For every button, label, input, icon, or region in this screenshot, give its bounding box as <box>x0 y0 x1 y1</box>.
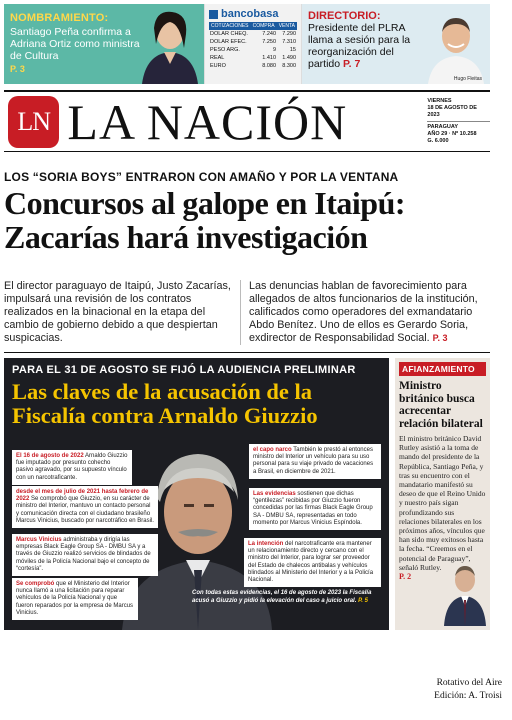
politician-photo <box>426 10 486 84</box>
bank-logo: bancobasa <box>209 8 297 20</box>
section-divider <box>4 352 490 353</box>
fact-card: La intención del narcotraficante era mantener un relacionamiento directo y cercano con el ministro del Interior, para lograr ser proveedor del Estado de chalecos antibalas y vehículos blindados al Ministerio del Interior y a la Policía Nacional. <box>244 538 381 587</box>
lead-paragraph-right: Las denuncias hablan de favorecimiento para allegados de altos funcionarios de la institución, calificados como operadores del exmandatario Abdo Benítez. Uno de ellos es Gerardo Soria, exdirector de Responsabilidad Social. P. 3 <box>240 280 490 345</box>
rate-row: REAL 1.410 1.490 <box>210 55 296 61</box>
masthead <box>4 90 490 152</box>
side-page: P. 2 <box>399 572 412 582</box>
fact-card: Marcus Vinicius administraba y dirigía las empresas Black Eagle Group SA - DMBU SA y a través de Giuzzio realizó servicios de blindados de móviles de la Policía Nacional bajo el concepto de “cortesía”. <box>12 534 158 576</box>
ln-logo[interactable]: LN <box>8 96 59 148</box>
photo-caption: Hugo Fleitas <box>453 76 482 82</box>
feature-footer: Con todas estas evidencias, el 16 de agosto de 2023 la Fiscalía acusó a Giuzzio y pidió la elevación del caso a juicio oral. P. 5 <box>192 590 372 604</box>
newspaper-name[interactable]: LA NACIÓN <box>67 93 348 150</box>
lead-page: P. 3 <box>432 333 448 343</box>
feature-kicker: PARA EL 31 DE AGOSTO SE FIJÓ LA AUDIENCIA PRELIMINAR <box>12 364 356 376</box>
promo-tag: DIRECTORIO: <box>308 10 381 22</box>
promo-directorio[interactable] <box>302 4 490 84</box>
rutley-photo <box>444 560 486 626</box>
lead-kicker: LOS “SORIA BOYS” ENTRARON CON AMAÑO Y POR LA VENTANA <box>4 170 399 184</box>
fact-card: Las evidencias sostienen que dichas “gentilezas” recibidas por Giuzzio fueron concedidas por las firmas Black Eagle Group SA - DMBU SA, representadas en todo momento por Marcus Vinicius Espíndola. <box>249 488 381 530</box>
side-tag: AFIANZAMIENTO <box>399 362 486 376</box>
edition-credit: Rotativo del Aire Edición: A. Troisi <box>434 678 502 701</box>
side-title: Ministro británico busca acrecentar relación bilateral <box>399 380 483 430</box>
date-info: VIERNES 18 DE AGOSTO DE 2023 PARAGUAY AÑO 29 · Nº 10.258 G. 6.000 <box>427 98 490 145</box>
promo-text: Presidente del PLRA llama a sesión para la reorganización del partido P. 7 <box>308 22 411 70</box>
promo-page: P. 7 <box>343 58 361 70</box>
feature-giuzzio[interactable] <box>4 358 389 630</box>
rate-row: PESO ARG. 9 15 <box>210 47 296 53</box>
rate-row: DOLAR EFEC. 7.250 7.310 <box>210 39 296 45</box>
promo-tag: NOMBRAMIENTO: <box>10 12 109 24</box>
fact-card: el capo narco También le prestó al entonces ministro del Interior un vehículo para su uso personal para su viaje privado de vacaciones a Brasil, en diciembre de 2021. <box>249 444 381 479</box>
newspaper-front-page <box>4 4 490 628</box>
fact-card: desde el mes de julio de 2021 hasta febrero de 2022 Se comprobó que Giuzzio, en su carácter de ministro del Interior, mantuvo un contacto personal y comunicación directa con el ciudadano brasileño Marcus Vinicius, buscado por narcotráfico en Brasil. <box>12 486 158 528</box>
lead-paragraph-left: El director paraguayo de Itaipú, Justo Zacarías, impulsará una revisión de los contratos realizados en la binacional en la etapa del cambio de gobierno debido a que despiertan suspicacias. <box>4 280 231 344</box>
promo-nombramiento[interactable] <box>4 4 204 84</box>
promo-page: P. 3 <box>10 64 25 74</box>
rate-row: DOLAR CHEQ. 7.240 7.290 <box>210 31 296 37</box>
top-banner <box>4 4 490 84</box>
minister-photo <box>136 8 200 84</box>
feature-title: Las claves de la acusación de la Fiscalía contra Arnaldo Giuzzio <box>12 379 318 428</box>
side-body: El ministro británico David Rutley asistió a la toma de mando del presidente de la República, Santiago Peña, y tras su encuentro con el mandatario manifestó su deseo de que el Reino Unido y nuestro país sigan profundizando sus relaciones bilaterales en los próximos años, vínculos que han sido muy exitosos hasta la fecha. “Creemos en el potencial de Paraguay”, señaló Rutley. P. 2 <box>399 434 486 582</box>
lead-headline[interactable]: Concursos al galope en Itaipú: Zacarías hará investigación <box>4 185 406 255</box>
fact-card: Se comprobó que el Ministerio del Interior nunca llamó a una licitación para reparar vehículos de la Policía Nacional y que fueron reparados por la empresa de Marcus Vinicius. <box>12 578 138 620</box>
side-story[interactable] <box>395 358 490 630</box>
rates-header: COTIZACIONES COMPRA VENTA <box>211 23 295 29</box>
feature-page: P. 5 <box>358 597 368 604</box>
rate-row: EURO 8.080 8.300 <box>210 63 296 69</box>
exchange-rates <box>204 4 302 84</box>
promo-text: Santiago Peña confirma a Adriana Ortiz como ministra de Cultura <box>10 26 140 62</box>
fact-card: El 16 de agosto de 2022 Arnaldo Giuzzio fue imputado por presunto cohecho pasivo agravado, por su supuesto vínculo con un narcotraficante. <box>12 450 132 485</box>
